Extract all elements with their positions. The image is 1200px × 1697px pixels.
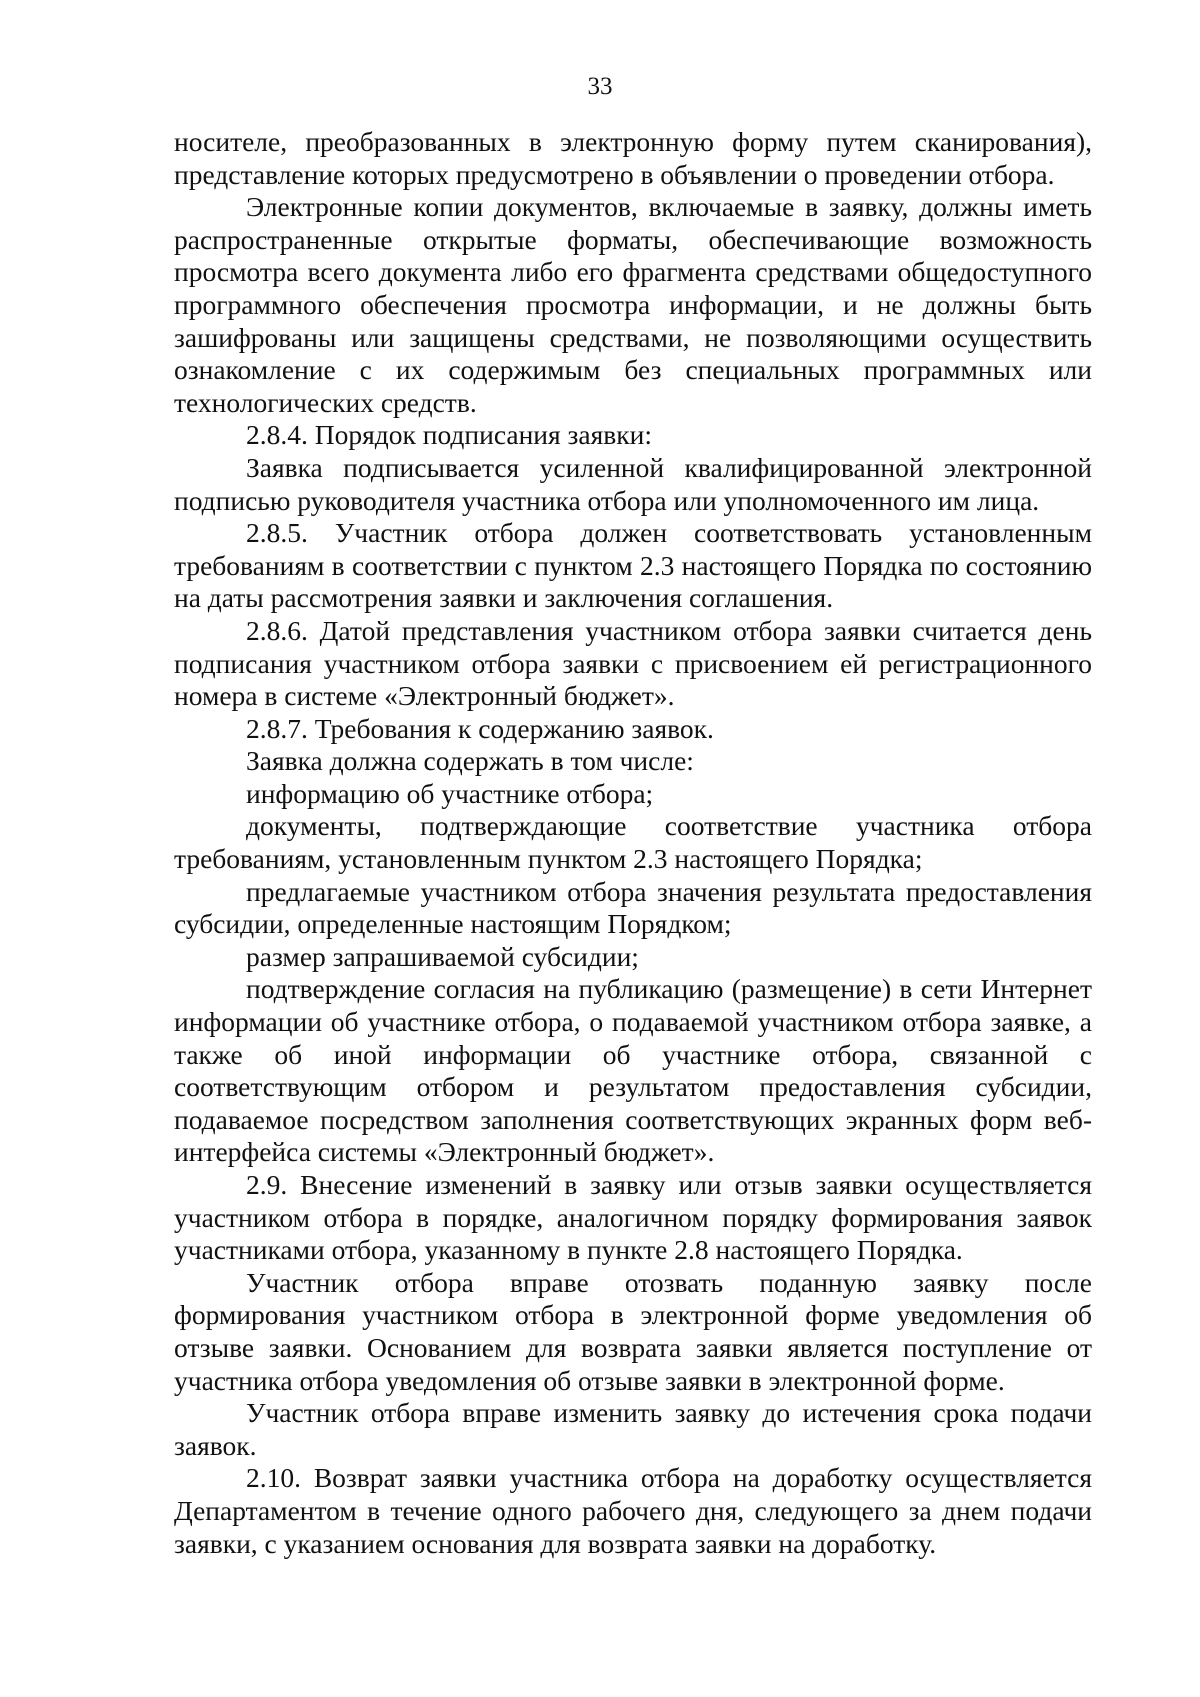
list-item-proposed-result-values: предлагаемые участником отбора значения результата предоставления субсидии, определенные настоящим Порядком; [174, 875, 1092, 940]
list-item-publication-consent: подтверждение согласия на публикацию (размещение) в сети Интернет информации об участнике отбора, о подаваемой участником отбора заявке, а также об иной информации об участнике отбора, связанной с соответствующим отбором и результатом предоставления субсидии, подаваемое посредством заполнения соответствующих экранных форм веб-интерфейса системы «Электронный бюджет». [174, 973, 1092, 1168]
paragraph-electronic-copies-formats: Электронные копии документов, включаемые в заявку, должны иметь распространенные открытые форматы, обеспечивающие возможность просмотра всего документа либо его фрагмента средствами общедоступного программного обеспечения просмотра информации, и не должны быть зашифрованы или защищены средствами, не позволяющими осуществить ознакомление с их содержимым без специальных программных или технологических средств. [174, 191, 1092, 418]
paragraph-2-10: 2.10. Возврат заявки участника отбора на доработку осуществляется Департаментом в течение одного рабочего дня, следующего за днем подачи заявки, с указанием основания для возврата заявки на доработку. [174, 1462, 1092, 1559]
paragraph-application-contents-intro: Заявка должна содержать в том числе: [246, 745, 694, 777]
list-item-subsidy-amount: размер запрашиваемой субсидии; [246, 940, 639, 972]
paragraph-modification-deadline: Участник отбора вправе изменить заявку до истечения срока подачи заявок. [174, 1397, 1092, 1461]
page-number: 33 [587, 73, 613, 100]
paragraph-signature-requirement: Заявка подписывается усиленной квалифицированной электронной подписью руководителя участника отбора или уполномоченного им лица. [174, 451, 1092, 516]
list-item-compliance-documents: документы, подтверждающие соответствие участника отбора требованиям, установленным пунктом 2.3 настоящего Порядка; [174, 810, 1092, 875]
paragraph-withdrawal: Участник отбора вправе отозвать поданную заявку после формирования участником отбора в электронной форме уведомления об отзыве заявки. Основанием для возврата заявки является поступление от участника отбора уведомления об отзыве заявки в электронной форме. [174, 1266, 1092, 1396]
paragraph-2-9: 2.9. Внесение изменений в заявку или отзыв заявки осуществляется участником отбора в порядке, аналогичном порядку формирования заявок участниками отбора, указанному в пункте 2.8 настоящего Порядка. [174, 1169, 1092, 1266]
list-item-participant-info: информацию об участнике отбора; [246, 777, 654, 809]
paragraph-2-8-5: 2.8.5. Участник отбора должен соответствовать установленным требованиям в соответствии с пунктом 2.3 настоящего Порядка по состоянию на даты рассмотрения заявки и заключения соглашения. [174, 517, 1092, 614]
paragraph-scanned-copies-continuation: носителе, преобразованных в электронную форму путем сканирования), представление которых предусмотрено в объявлении о проведении отбора. [174, 126, 1092, 190]
paragraph-2-8-4-heading: 2.8.4. Порядок подписания заявки: [246, 419, 652, 451]
paragraph-2-8-7-heading: 2.8.7. Требования к содержанию заявок. [246, 712, 714, 744]
paragraph-2-8-6: 2.8.6. Датой представления участником отбора заявки считается день подписания участником отбора заявки с присвоением ей регистрационного номера в системе «Электронный бюджет». [174, 614, 1092, 712]
document-body [174, 126, 1092, 1560]
